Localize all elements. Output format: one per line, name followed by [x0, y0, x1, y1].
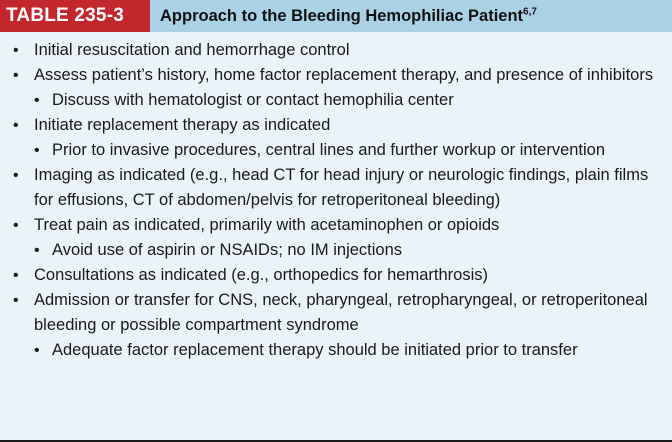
list-item-text: for effusions, CT of abdomen/pelvis for retroperitoneal bleeding): [34, 191, 501, 209]
bullet-icon: •: [34, 92, 40, 109]
list-item-text: Assess patient’s history, home factor replacement therapy, and presence of inhibitors: [34, 66, 654, 84]
table-title-references: 6,7: [523, 6, 537, 18]
list-item-text: Initial resuscitation and hemorrhage control: [34, 41, 350, 59]
bullet-icon: •: [13, 67, 19, 84]
list-item: [0, 288, 672, 338]
table-title-text: Approach to the Bleeding Hemophiliac Patient: [160, 7, 524, 25]
list-item: [0, 213, 672, 238]
list-item-text: Adequate factor replacement therapy should be initiated prior to transfer: [52, 341, 578, 359]
list-item-text: Initiate replacement therapy as indicated: [34, 116, 331, 134]
list-item-text: Consultations as indicated (e.g., orthopedics for hemarthrosis): [34, 266, 488, 284]
list-item-text: Prior to invasive procedures, central lines and further workup or intervention: [52, 141, 606, 159]
list-item-text: Imaging as indicated (e.g., head CT for head injury or neurologic findings, plain films: [34, 166, 649, 184]
bullet-icon: •: [34, 242, 40, 259]
list-item-text: Treat pain as indicated, primarily with acetaminophen or opioids: [34, 216, 500, 234]
bullet-icon: •: [13, 217, 19, 234]
table-number-tag: TABLE 235-3: [0, 0, 150, 32]
bullet-icon: •: [13, 117, 19, 134]
sub-list-item: [0, 338, 672, 363]
sub-list-item: [0, 238, 672, 263]
bullet-icon: •: [13, 292, 19, 309]
bullet-icon: •: [13, 267, 19, 284]
sub-list-item: [0, 88, 672, 113]
bullet-icon: •: [13, 42, 19, 59]
list-item-text: Admission or transfer for CNS, neck, pharyngeal, retropharyngeal, or retroperitoneal: [34, 291, 648, 309]
list-item-text: Discuss with hematologist or contact hemophilia center: [52, 91, 454, 109]
table-title: [160, 0, 537, 32]
list-item: [0, 113, 672, 138]
bullet-icon: •: [34, 142, 40, 159]
list-item: [0, 163, 672, 213]
list-item: [0, 263, 672, 288]
list-item-text: Avoid use of aspirin or NSAIDs; no IM injections: [52, 241, 403, 259]
bullet-icon: •: [13, 167, 19, 184]
sub-list-item: [0, 138, 672, 163]
bullet-list: [0, 38, 672, 363]
list-item-text: bleeding or possible compartment syndrome: [34, 316, 359, 334]
list-item: [0, 63, 672, 88]
table-header: [0, 0, 672, 32]
bullet-icon: •: [34, 342, 40, 359]
list-item: [0, 38, 672, 63]
